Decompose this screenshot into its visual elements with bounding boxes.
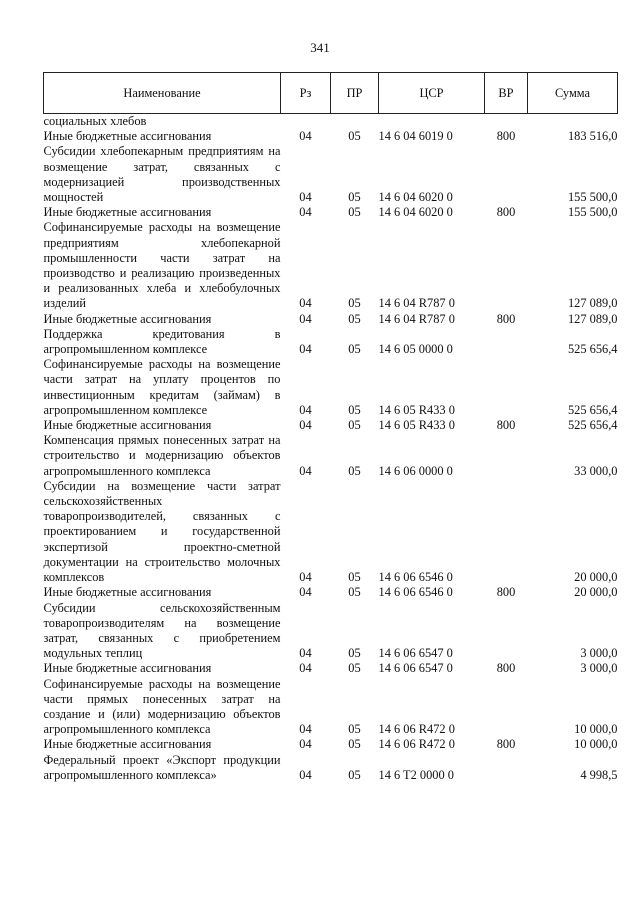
row-pr: 05 bbox=[348, 767, 361, 782]
row-rz: 04 bbox=[299, 661, 312, 676]
table-row bbox=[44, 114, 618, 130]
row-rz: 04 bbox=[299, 402, 312, 417]
row-vr bbox=[485, 753, 528, 783]
row-rz: 04 bbox=[299, 205, 312, 220]
row-csr: 14 6 06 0000 0 bbox=[378, 463, 453, 478]
table-row bbox=[44, 737, 618, 752]
row-pr: 05 bbox=[348, 722, 361, 737]
row-sum: 525 656,4 bbox=[567, 342, 618, 357]
row-vr bbox=[485, 144, 528, 205]
row-name: Иные бюджетные ассигнования bbox=[43, 129, 212, 144]
budget-table bbox=[43, 72, 618, 783]
row-sum: 10 000,0 bbox=[574, 737, 618, 752]
table-row bbox=[44, 661, 618, 676]
row-sum bbox=[528, 114, 618, 130]
row-rz: 04 bbox=[299, 737, 312, 752]
row-sum: 127 089,0 bbox=[567, 296, 618, 311]
table-row bbox=[44, 677, 618, 738]
row-rz: 04 bbox=[299, 129, 312, 144]
row-name: Компенсация прямых понесенных затрат на строительство и модернизацию объектов агропромышленного комплекса bbox=[43, 433, 281, 478]
header-csr: ЦСР bbox=[379, 73, 485, 114]
table-row bbox=[44, 433, 618, 479]
row-sum: 525 656,4 bbox=[567, 402, 618, 417]
row-pr: 05 bbox=[348, 205, 361, 220]
row-csr: 14 6 06 6547 0 bbox=[378, 661, 453, 676]
row-rz: 04 bbox=[299, 311, 312, 326]
row-csr: 14 6 06 6546 0 bbox=[378, 585, 453, 600]
row-name: Иные бюджетные ассигнования bbox=[43, 737, 212, 752]
row-csr: 14 6 06 R472 0 bbox=[378, 722, 455, 737]
row-vr: 800 bbox=[496, 418, 516, 433]
row-sum: 4 998,5 bbox=[580, 767, 618, 782]
row-rz: 04 bbox=[299, 585, 312, 600]
table-row bbox=[44, 220, 618, 311]
row-rz: 04 bbox=[299, 190, 312, 205]
row-rz: 04 bbox=[299, 767, 312, 782]
row-sum: 3 000,0 bbox=[580, 661, 618, 676]
row-sum: 127 089,0 bbox=[567, 311, 618, 326]
table-row bbox=[44, 312, 618, 327]
row-sum: 183 516,0 bbox=[567, 129, 618, 144]
row-pr: 05 bbox=[348, 737, 361, 752]
table-body bbox=[44, 114, 618, 783]
row-name: Софинансируемые расходы на возмещение части затрат на уплату процентов по инвестиционным кредитам (займам) в агропромышленном комплексе bbox=[43, 357, 281, 417]
table-row bbox=[44, 418, 618, 433]
row-name: Иные бюджетные ассигнования bbox=[43, 418, 212, 433]
row-rz: 04 bbox=[299, 722, 312, 737]
row-csr: 14 6 05 R433 0 bbox=[378, 418, 455, 433]
table-row bbox=[44, 144, 618, 205]
row-rz: 04 bbox=[299, 418, 312, 433]
header-rz: Рз bbox=[281, 73, 331, 114]
row-vr: 800 bbox=[496, 737, 516, 752]
row-vr bbox=[485, 357, 528, 418]
row-vr: 800 bbox=[496, 205, 516, 220]
row-rz: 04 bbox=[299, 463, 312, 478]
row-name: Софинансируемые расходы на возмещение части прямых понесенных затрат на создание и (или) модернизацию объектов агропромышленного комплекса bbox=[43, 676, 281, 737]
header-sum: Сумма bbox=[528, 73, 618, 114]
row-rz: 04 bbox=[299, 570, 312, 585]
row-csr: 14 6 T2 0000 0 bbox=[378, 767, 454, 782]
row-rz: 04 bbox=[299, 646, 312, 661]
table-row bbox=[44, 601, 618, 662]
row-name: Софинансируемые расходы на возмещение предприятиям хлебопекарной промышленности части затрат на производство и реализацию произведенных и реализованных хлеба и хлебобулочных изделий bbox=[43, 220, 281, 311]
table-row bbox=[44, 129, 618, 144]
header-name: Наименование bbox=[44, 73, 281, 114]
row-csr: 14 6 05 R433 0 bbox=[378, 402, 455, 417]
row-sum: 3 000,0 bbox=[580, 646, 618, 661]
row-pr: 05 bbox=[348, 661, 361, 676]
table-row bbox=[44, 753, 618, 783]
row-rz bbox=[281, 114, 331, 130]
row-pr: 05 bbox=[348, 129, 361, 144]
row-vr bbox=[485, 433, 528, 479]
row-sum: 20 000,0 bbox=[574, 585, 618, 600]
row-sum: 33 000,0 bbox=[574, 463, 618, 478]
row-pr: 05 bbox=[348, 463, 361, 478]
row-vr bbox=[485, 327, 528, 357]
row-csr: 14 6 06 6547 0 bbox=[378, 646, 453, 661]
row-sum: 20 000,0 bbox=[574, 570, 618, 585]
row-csr: 14 6 04 R787 0 bbox=[378, 311, 455, 326]
row-csr: 14 6 05 0000 0 bbox=[378, 342, 453, 357]
row-vr bbox=[485, 114, 528, 130]
row-csr: 14 6 04 6020 0 bbox=[378, 190, 453, 205]
row-vr: 800 bbox=[496, 585, 516, 600]
row-pr: 05 bbox=[348, 311, 361, 326]
row-name: Иные бюджетные ассигнования bbox=[43, 205, 212, 220]
table-row bbox=[44, 585, 618, 600]
row-vr bbox=[485, 479, 528, 585]
row-csr bbox=[379, 114, 485, 130]
row-vr: 800 bbox=[496, 661, 516, 676]
row-pr: 05 bbox=[348, 342, 361, 357]
row-csr: 14 6 04 6020 0 bbox=[378, 205, 453, 220]
row-rz: 04 bbox=[299, 296, 312, 311]
row-name: Иные бюджетные ассигнования bbox=[43, 311, 212, 326]
row-pr: 05 bbox=[348, 418, 361, 433]
row-vr bbox=[485, 601, 528, 662]
row-name: Субсидии хлебопекарным предприятиям на возмещение затрат, связанных с модернизацией производственных мощностей bbox=[43, 144, 281, 205]
row-name: Субсидии сельскохозяйственным товаропроизводителям на возмещение затрат, связанных с приобретением модульных теплиц bbox=[43, 600, 281, 661]
header-row bbox=[44, 73, 618, 114]
row-vr bbox=[485, 220, 528, 311]
row-pr: 05 bbox=[348, 402, 361, 417]
row-pr: 05 bbox=[348, 570, 361, 585]
row-pr: 05 bbox=[348, 585, 361, 600]
row-csr: 14 6 06 R472 0 bbox=[378, 737, 455, 752]
row-vr: 800 bbox=[496, 129, 516, 144]
row-name: Федеральный проект «Экспорт продукции агропромышленного комплекса» bbox=[43, 752, 281, 782]
row-csr: 14 6 04 R787 0 bbox=[378, 296, 455, 311]
table-row bbox=[44, 357, 618, 418]
row-pr: 05 bbox=[348, 296, 361, 311]
row-name: Иные бюджетные ассигнования bbox=[43, 585, 212, 600]
row-name: социальных хлебов bbox=[43, 114, 147, 128]
page-number: 341 bbox=[310, 40, 330, 55]
row-name: Поддержка кредитования в агропромышленном комплексе bbox=[43, 326, 281, 357]
row-rz: 04 bbox=[299, 342, 312, 357]
row-pr bbox=[331, 114, 379, 130]
table-row bbox=[44, 327, 618, 357]
row-sum: 525 656,4 bbox=[567, 418, 618, 433]
row-name: Субсидии на возмещение части затрат сельскохозяйственных товаропроизводителей, связанных с проектированием и государственной экспертизой проектно-сметной документации на строительство молочных комплексов bbox=[43, 478, 281, 585]
header-vr: ВР bbox=[485, 73, 528, 114]
header-pr: ПР bbox=[331, 73, 379, 114]
row-csr: 14 6 06 6546 0 bbox=[378, 570, 453, 585]
table-row bbox=[44, 479, 618, 585]
row-sum: 155 500,0 bbox=[567, 190, 618, 205]
table-row bbox=[44, 205, 618, 220]
row-sum: 10 000,0 bbox=[574, 722, 618, 737]
row-vr: 800 bbox=[496, 311, 516, 326]
row-sum: 155 500,0 bbox=[567, 205, 618, 220]
row-vr bbox=[485, 677, 528, 738]
row-csr: 14 6 04 6019 0 bbox=[378, 129, 453, 144]
row-pr: 05 bbox=[348, 190, 361, 205]
row-name: Иные бюджетные ассигнования bbox=[43, 661, 212, 676]
row-pr: 05 bbox=[348, 646, 361, 661]
